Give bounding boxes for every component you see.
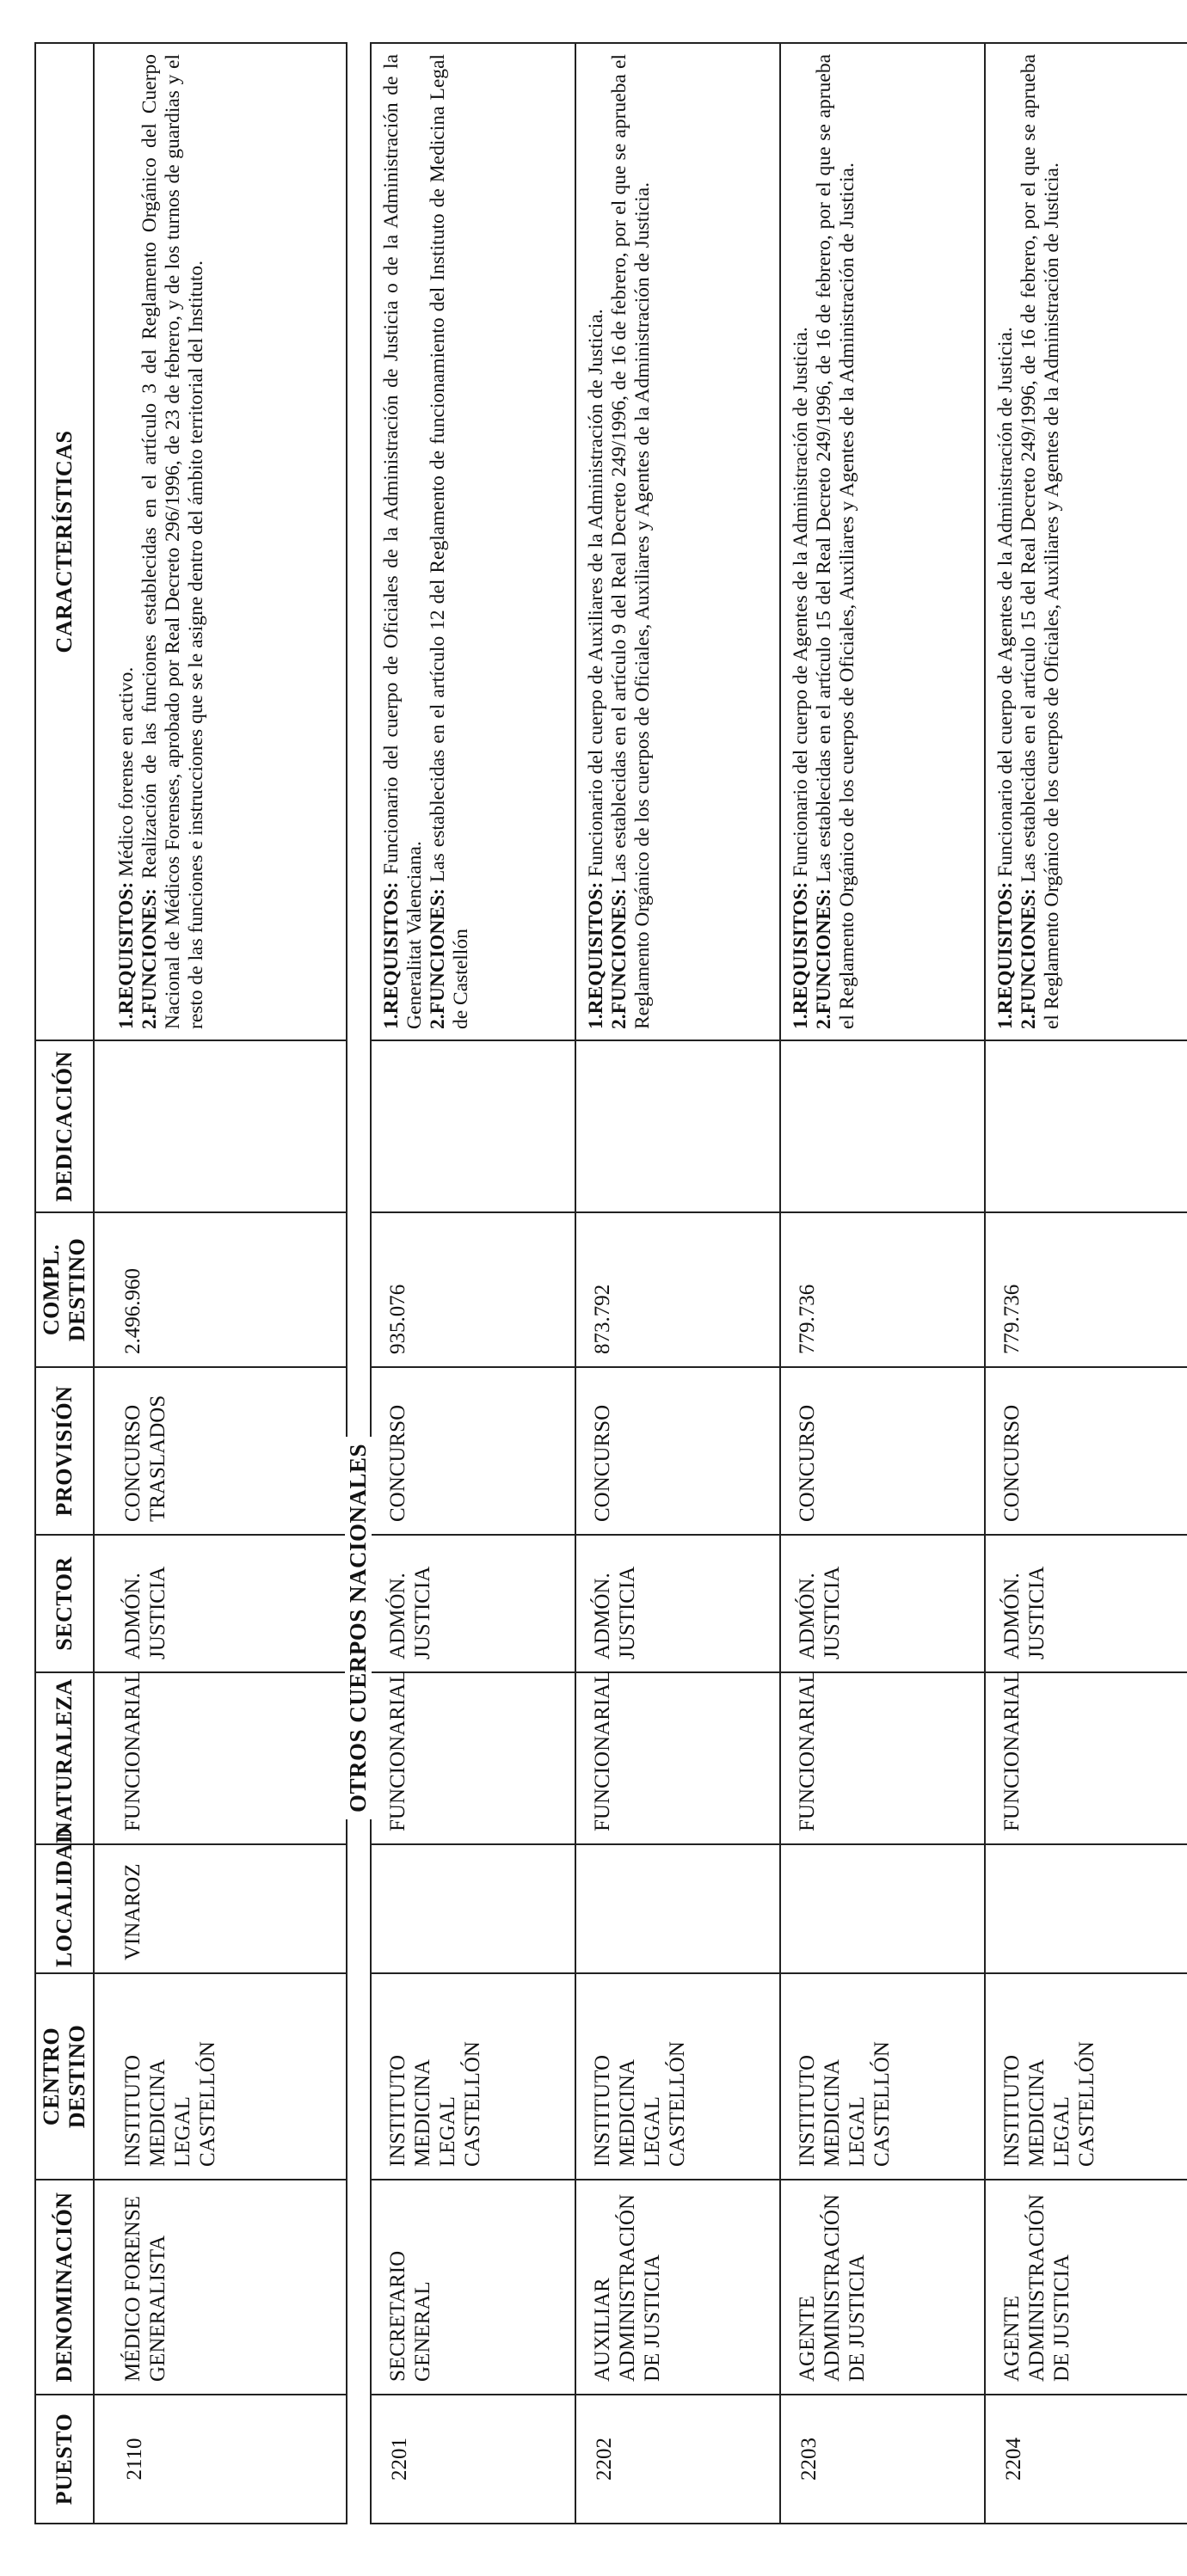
cell-compl-destino: 873.792: [575, 1212, 780, 1367]
cell-dedicacion: [985, 1040, 1187, 1212]
cell-puesto: 2202: [575, 2395, 780, 2524]
cell-sector: ADMÓN. JUSTICIA: [575, 1535, 780, 1672]
funciones-text: Realización de las funciones establecidas en el artículo 3 del Reglamento Orgánico del Cuerpo Nacional de Médicos Forenses, aprobado por Real Decreto 296/1996, de 23 de febrero, y de los turnos de guardias y el resto de las funciones e instrucciones que se le asigne dentro del ámbito territorial del Instituto.: [138, 53, 207, 1029]
cell-localidad: [985, 1844, 1187, 1973]
header-compl-destino: [35, 1212, 94, 1367]
cell-provision: CONCURSO TRASLADOS: [107, 1367, 347, 1535]
cell-naturaleza: FUNCIONARIAL: [575, 1672, 780, 1844]
cell-localidad: [780, 1844, 985, 1973]
table-row: [780, 43, 985, 2524]
cell-sector: ADMÓN. JUSTICIA: [371, 1535, 575, 1672]
requisitos-text: Médico forense en activo.: [115, 666, 138, 877]
cell-centro: INSTITUTO MEDICINA LEGAL CASTELLÓN: [985, 1973, 1187, 2180]
table-row: [107, 43, 347, 2524]
cell-caracteristicas: [575, 43, 780, 1040]
cell-naturaleza: FUNCIONARIAL: [780, 1672, 985, 1844]
header-denominacion: DENOMINACIÓN: [35, 2180, 94, 2395]
funciones-text: Las establecidas en el artículo 12 del Reglamento de funcionamiento del Instituto de Medicina Legal de Castellón: [427, 54, 472, 1029]
cell-sector: ADMÓN. JUSTICIA: [107, 1535, 347, 1672]
cell-centro: INSTITUTO MEDICINA LEGAL CASTELLÓN: [371, 1973, 575, 2180]
header-centro-destino: CENTRO DESTINO: [35, 1973, 94, 2180]
cell-caracteristicas: [371, 43, 575, 1040]
cell-localidad: [371, 1844, 575, 1973]
cell-sector: ADMÓN. JUSTICIA: [985, 1535, 1187, 1672]
cell-denominacion: SECRETARIO GENERAL: [371, 2180, 575, 2395]
requisitos-label: 1.REQUISITOS:: [380, 881, 403, 1029]
cell-compl-destino: 779.736: [780, 1212, 985, 1367]
funciones-label: 2.FUNCIONES:: [427, 888, 449, 1029]
cell-provision: CONCURSO: [371, 1367, 575, 1535]
header-compl-line1: COMPL.: [39, 1243, 64, 1336]
cell-dedicacion: [107, 1040, 347, 1212]
funciones-label: 2.FUNCIONES:: [608, 888, 630, 1029]
cell-naturaleza: FUNCIONARIAL: [107, 1672, 347, 1844]
section-divider-row: [347, 43, 371, 2524]
positions-table: [34, 42, 1187, 2524]
cell-caracteristicas: [985, 43, 1187, 1040]
positions-table-wrapper: [34, 44, 1165, 2524]
header-sector: SECTOR: [35, 1535, 94, 1672]
table-row: [371, 43, 575, 2524]
cell-compl-destino: 935.076: [371, 1212, 575, 1367]
header-puesto: PUESTO: [35, 2395, 94, 2524]
funciones-label: 2.FUNCIONES:: [1018, 888, 1040, 1029]
requisitos-text: Funcionario del cuerpo de Auxiliares de la Administración de Justicia.: [585, 309, 607, 877]
cell-dedicacion: [780, 1040, 985, 1212]
cell-caracteristicas: [107, 43, 347, 1040]
cell-puesto: 2204: [985, 2395, 1187, 2524]
cell-centro: INSTITUTO MEDICINA LEGAL CASTELLÓN: [107, 1973, 347, 2180]
requisitos-label: 1.REQUISITOS:: [790, 881, 812, 1029]
header-caracteristicas: CARACTERÍSTICAS: [35, 43, 94, 1040]
requisitos-text: Funcionario del cuerpo de Agentes de la Administración de Justicia.: [790, 327, 812, 877]
cell-compl-destino: 779.736: [985, 1212, 1187, 1367]
cell-caracteristicas: [780, 43, 985, 1040]
requisitos-label: 1.REQUISITOS:: [585, 881, 607, 1029]
cell-provision: CONCURSO: [575, 1367, 780, 1535]
cell-denominacion: AGENTE ADMINISTRACIÓN DE JUSTICIA: [985, 2180, 1187, 2395]
cell-puesto: 2203: [780, 2395, 985, 2524]
requisitos-label: 1.REQUISITOS:: [994, 881, 1017, 1029]
cell-localidad: [575, 1844, 780, 1973]
cell-compl-destino: 2.496.960: [107, 1212, 347, 1367]
header-compl-line2: DESTINO: [65, 1237, 89, 1342]
header-provision: PROVISIÓN: [35, 1367, 94, 1535]
header-localidad: LOCALIDAD: [35, 1844, 94, 1973]
cell-dedicacion: [371, 1040, 575, 1212]
requisitos-text: Funcionario del cuerpo de Agentes de la Administración de Justicia.: [994, 327, 1017, 877]
cell-provision: CONCURSO: [780, 1367, 985, 1535]
funciones-label: 2.FUNCIONES:: [813, 888, 835, 1029]
header-row: [35, 43, 94, 2524]
cell-denominacion: AGENTE ADMINISTRACIÓN DE JUSTICIA: [780, 2180, 985, 2395]
spacer-row: [94, 43, 107, 2524]
table-row: [575, 43, 780, 2524]
table-row: [985, 43, 1187, 2524]
funciones-label: 2.FUNCIONES:: [138, 888, 161, 1029]
cell-centro: INSTITUTO MEDICINA LEGAL CASTELLÓN: [780, 1973, 985, 2180]
cell-naturaleza: FUNCIONARIAL: [985, 1672, 1187, 1844]
section-title: OTROS CUERPOS NACIONALES: [345, 1437, 372, 1819]
cell-sector: ADMÓN. JUSTICIA: [780, 1535, 985, 1672]
funciones-text: Las establecidas en el artículo 15 del Real Decreto 249/1996, de 16 de febrero, por el que se aprueba el Reglamento Orgánico de los cuerpos de Oficiales, Auxiliares y Agentes de la Administración de Justicia.: [813, 54, 858, 1029]
requisitos-text: Funcionario del cuerpo de Oficiales de la Administración de Justicia o de la Administración de la Generalitat Valenciana.: [380, 53, 426, 1029]
cell-denominacion: AUXILIAR ADMINISTRACIÓN DE JUSTICIA: [575, 2180, 780, 2395]
header-naturaleza: NATURALEZA: [35, 1672, 94, 1844]
cell-puesto: 2110: [107, 2395, 347, 2524]
requisitos-label: 1.REQUISITOS:: [115, 881, 138, 1029]
cell-naturaleza: FUNCIONARIAL: [371, 1672, 575, 1844]
funciones-text: Las establecidas en el artículo 15 del Real Decreto 249/1996, de 16 de febrero, por el que se aprueba el Reglamento Orgánico de los cuerpos de Oficiales, Auxiliares y Agentes de la Administración de Justicia.: [1018, 54, 1063, 1029]
cell-provision: CONCURSO: [985, 1367, 1187, 1535]
cell-puesto: 2201: [371, 2395, 575, 2524]
header-dedicacion: DEDICACIÓN: [35, 1040, 94, 1212]
cell-centro: INSTITUTO MEDICINA LEGAL CASTELLÓN: [575, 1973, 780, 2180]
cell-denominacion: MÉDICO FORENSE GENERALISTA: [107, 2180, 347, 2395]
cell-dedicacion: [575, 1040, 780, 1212]
cell-localidad: VINAROZ: [107, 1844, 347, 1973]
funciones-text: Las establecidas en el artículo 9 del Real Decreto 249/1996, de 16 de febrero, por el que se aprueba el Reglamento Orgánico de los cuerpos de Oficiales, Auxiliares y Agentes de la Administración de Justicia.: [608, 54, 654, 1029]
